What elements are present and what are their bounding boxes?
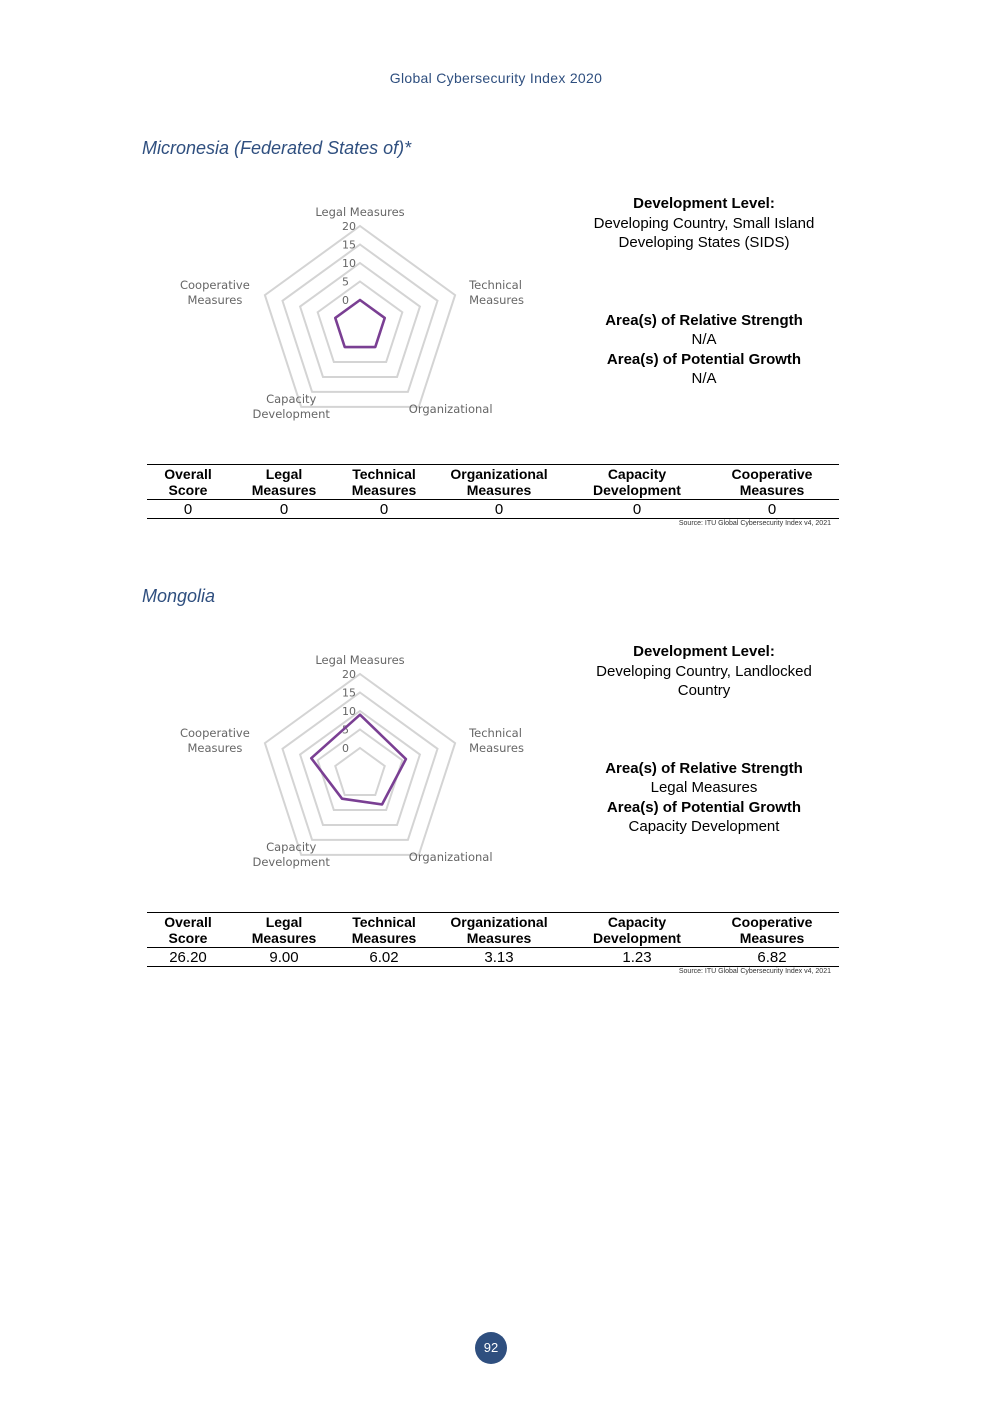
table-row <box>147 500 839 519</box>
grid-ring <box>335 748 384 795</box>
axis-label: Technical <box>469 726 522 741</box>
column-header: Overall Score <box>147 913 229 948</box>
table-header-row <box>147 465 839 500</box>
table-cell: 0 <box>569 500 705 519</box>
axis-label: Organizational <box>408 401 493 416</box>
column-header: Cooperative Measures <box>705 913 839 948</box>
column-header: Capacity Development <box>569 913 705 948</box>
axis-label: Measures <box>469 293 524 308</box>
table-header-row <box>147 913 839 948</box>
tick-label: 5 <box>342 275 349 289</box>
page-number: 92 <box>475 1332 507 1364</box>
axis-label: Capacity <box>266 839 317 854</box>
grid-ring <box>265 226 455 407</box>
column-header: Capacity Development <box>569 465 705 500</box>
development-level-value: Developing States (SIDS) <box>618 234 790 251</box>
column-header: Technical Measures <box>339 465 429 500</box>
growth-value: N/A <box>691 370 717 387</box>
country-title: Mongolia <box>142 586 216 606</box>
country-info <box>570 642 838 837</box>
tick-label: 15 <box>342 238 356 252</box>
axis-label: Legal Measures <box>315 653 405 667</box>
score-table <box>147 464 839 519</box>
development-level-value: Country <box>677 682 731 699</box>
tick-label: 20 <box>342 220 356 233</box>
axis-label: Development <box>252 854 330 869</box>
grid-ring <box>265 674 455 855</box>
axis-label: Measures <box>469 741 524 756</box>
column-header: Legal Measures <box>229 913 339 948</box>
table-cell: 9.00 <box>229 948 339 967</box>
strength-label: Area(s) of Relative Strength <box>605 759 803 777</box>
table-cell: 0 <box>229 500 339 519</box>
strength-value: Legal Measures <box>650 779 758 796</box>
tick-label: 0 <box>342 742 349 755</box>
tick-label: 0 <box>342 294 349 307</box>
running-header: Global Cybersecurity Index 2020 <box>389 70 603 86</box>
axis-label: Measures <box>187 741 243 756</box>
source-note: Source: ITU Global Cybersecurity Index v4, 2021 <box>678 520 831 527</box>
axis-label: Cooperative <box>179 278 250 293</box>
table-cell: 0 <box>339 500 429 519</box>
radar-chart <box>160 646 530 906</box>
tick-label: 20 <box>342 668 356 681</box>
growth-value: Capacity Development <box>628 818 780 835</box>
tick-label: 15 <box>342 686 356 700</box>
axis-label: Cooperative <box>179 726 250 741</box>
column-header: Organizational Measures <box>429 465 569 500</box>
development-level-value: Developing Country, Landlocked <box>596 662 812 680</box>
column-header: Organizational Measures <box>429 913 569 948</box>
development-level-value: Developing Country, Small Island <box>593 214 815 232</box>
score-table <box>147 912 839 967</box>
grid-ring <box>318 282 403 363</box>
strength-value: N/A <box>691 331 717 348</box>
table-cell: 6.82 <box>705 948 839 967</box>
table-cell: 0 <box>705 500 839 519</box>
country-info <box>570 194 838 389</box>
series-polygon <box>335 300 384 347</box>
table-cell: 26.20 <box>147 948 229 967</box>
axis-label: Technical <box>469 278 522 293</box>
axis-label: Organizational <box>408 849 493 864</box>
source-note: Source: ITU Global Cybersecurity Index v4, 2021 <box>678 968 831 975</box>
column-header: Cooperative Measures <box>705 465 839 500</box>
table-row <box>147 948 839 967</box>
development-level-label: Development Level: <box>633 195 775 212</box>
column-header: Legal Measures <box>229 465 339 500</box>
axis-label: Measures <box>187 293 243 308</box>
axis-label: Capacity <box>266 391 317 406</box>
table-cell: 1.23 <box>569 948 705 967</box>
tick-label: 10 <box>342 257 356 270</box>
column-header: Overall Score <box>147 465 229 500</box>
table-cell: 6.02 <box>339 948 429 967</box>
country-title: Micronesia (Federated States of)* <box>142 138 412 158</box>
table-cell: 0 <box>429 500 569 519</box>
grid-ring <box>300 263 420 377</box>
tick-label: 5 <box>342 723 349 737</box>
table-cell: 0 <box>147 500 229 519</box>
axis-label: Legal Measures <box>315 205 405 219</box>
development-level-label: Development Level: <box>633 643 775 660</box>
column-header: Technical Measures <box>339 913 429 948</box>
strength-label: Area(s) of Relative Strength <box>605 311 803 329</box>
growth-label: Area(s) of Potential Growth <box>606 350 802 368</box>
growth-label: Area(s) of Potential Growth <box>606 798 802 816</box>
radar-chart <box>160 198 530 458</box>
axis-label: Development <box>252 406 330 421</box>
table-cell: 3.13 <box>429 948 569 967</box>
tick-label: 10 <box>342 705 356 718</box>
